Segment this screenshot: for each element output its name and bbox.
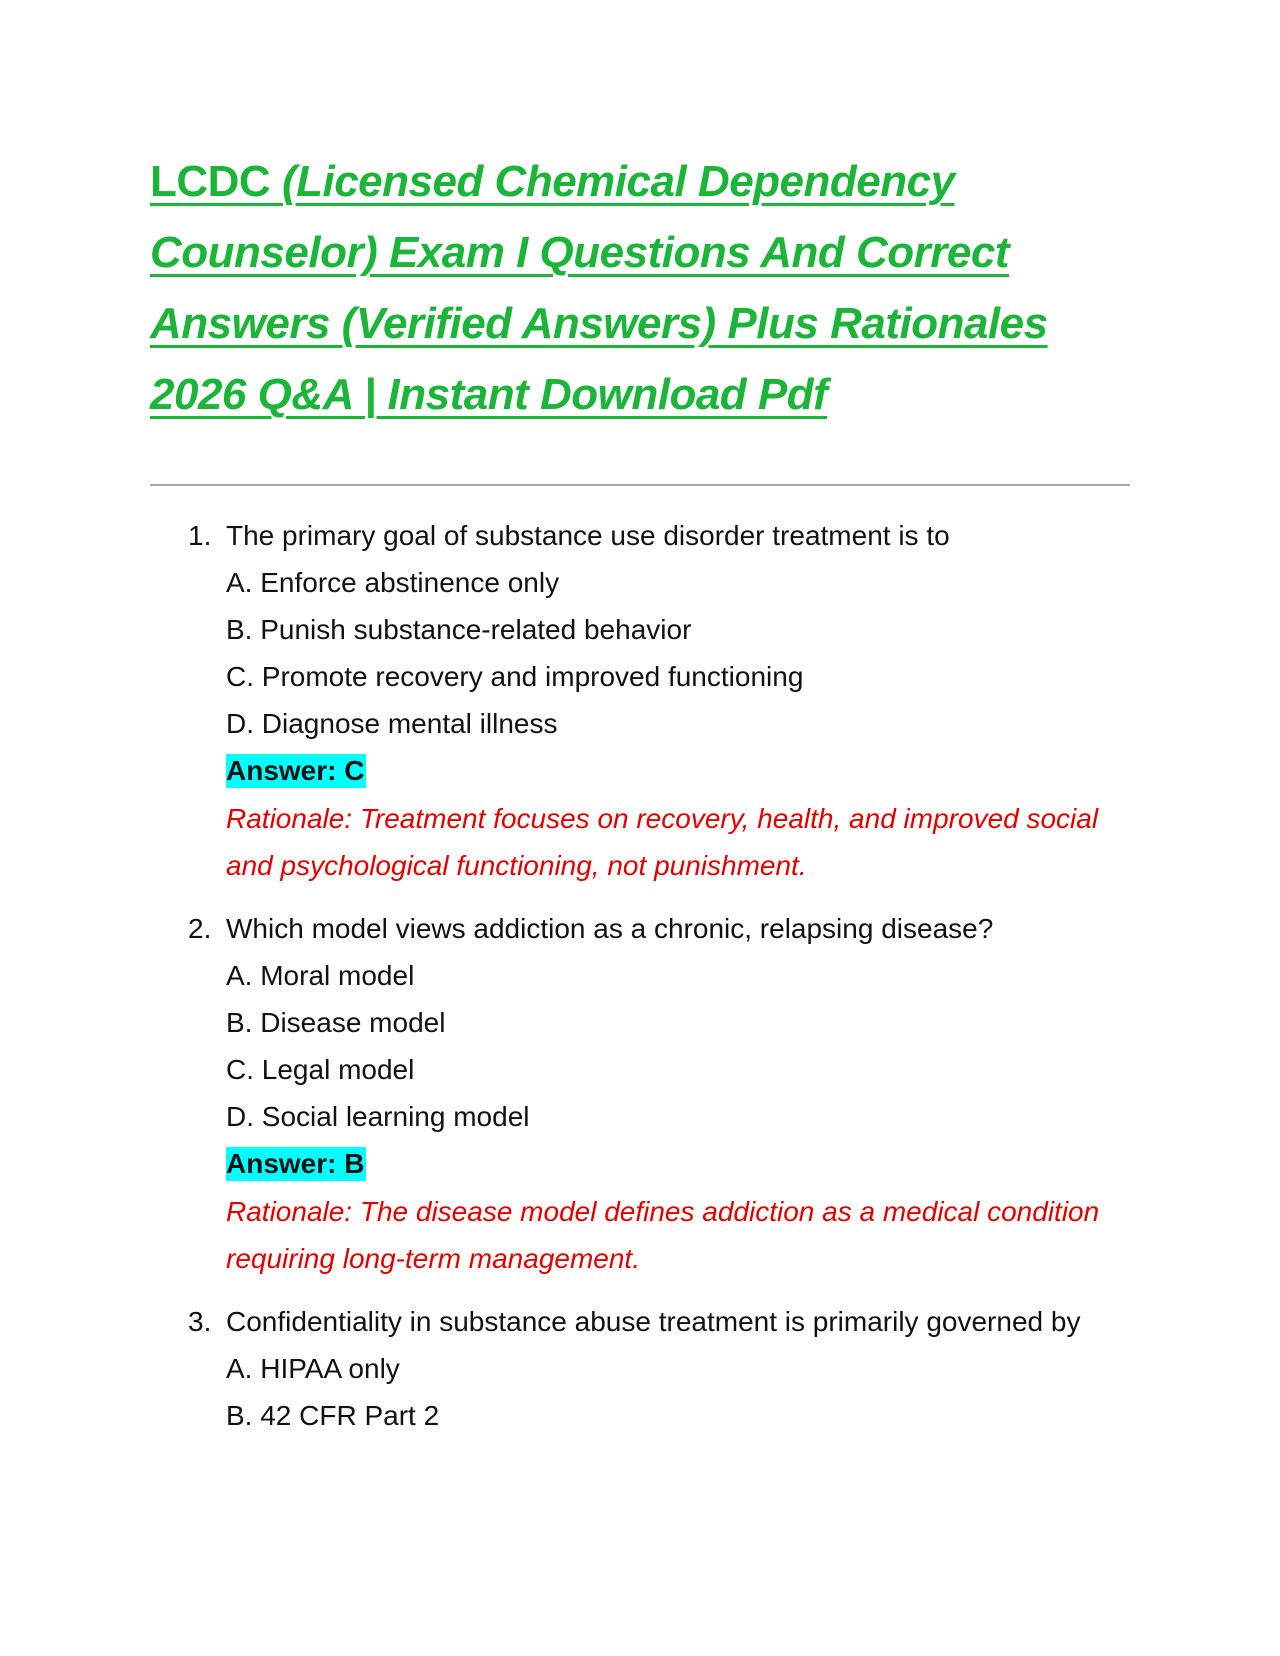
question-text: The primary goal of substance use disorder treatment is to xyxy=(226,520,950,551)
option-d: D. Social learning model xyxy=(226,1101,530,1132)
title-divider xyxy=(150,484,1130,486)
question-1 xyxy=(150,512,1140,889)
question-number: 2. xyxy=(188,913,212,944)
title-rest: (Licensed Chemical Dependency Counselor) Exam I Questions And Correct Answers (Verified Answers) Plus Rationales 2026 Q&A | Instant Download Pdf xyxy=(150,157,1048,419)
answer-highlight: Answer: B xyxy=(226,1148,365,1179)
question-text: Which model views addiction as a chronic, relapsing disease? xyxy=(226,913,994,944)
question-2 xyxy=(150,905,1140,1282)
question-list xyxy=(150,512,1140,1455)
rationale-text: Rationale: The disease model defines addiction as a medical condition requiring long-term management. xyxy=(226,1196,1100,1274)
option-c: C. Promote recovery and improved functioning xyxy=(226,661,804,692)
question-number: 1. xyxy=(188,520,212,551)
question-text: Confidentiality in substance abuse treatment is primarily governed by xyxy=(226,1306,1081,1337)
option-a: A. HIPAA only xyxy=(226,1353,400,1384)
option-a: A. Enforce abstinence only xyxy=(226,567,560,598)
option-a: A. Moral model xyxy=(226,960,415,991)
document-title xyxy=(150,146,1130,430)
title-prefix: LCDC xyxy=(150,157,282,206)
option-c: C. Legal model xyxy=(226,1054,415,1085)
rationale-text: Rationale: Treatment focuses on recovery, health, and improved social and psychological functioning, not punishment. xyxy=(226,803,1099,881)
option-b: B. Disease model xyxy=(226,1007,446,1038)
option-b: B. Punish substance-related behavior xyxy=(226,614,692,645)
question-number: 3. xyxy=(188,1306,212,1337)
question-3 xyxy=(150,1298,1140,1439)
answer-highlight: Answer: C xyxy=(226,755,365,786)
option-b: B. 42 CFR Part 2 xyxy=(226,1400,440,1431)
option-d: D. Diagnose mental illness xyxy=(226,708,558,739)
